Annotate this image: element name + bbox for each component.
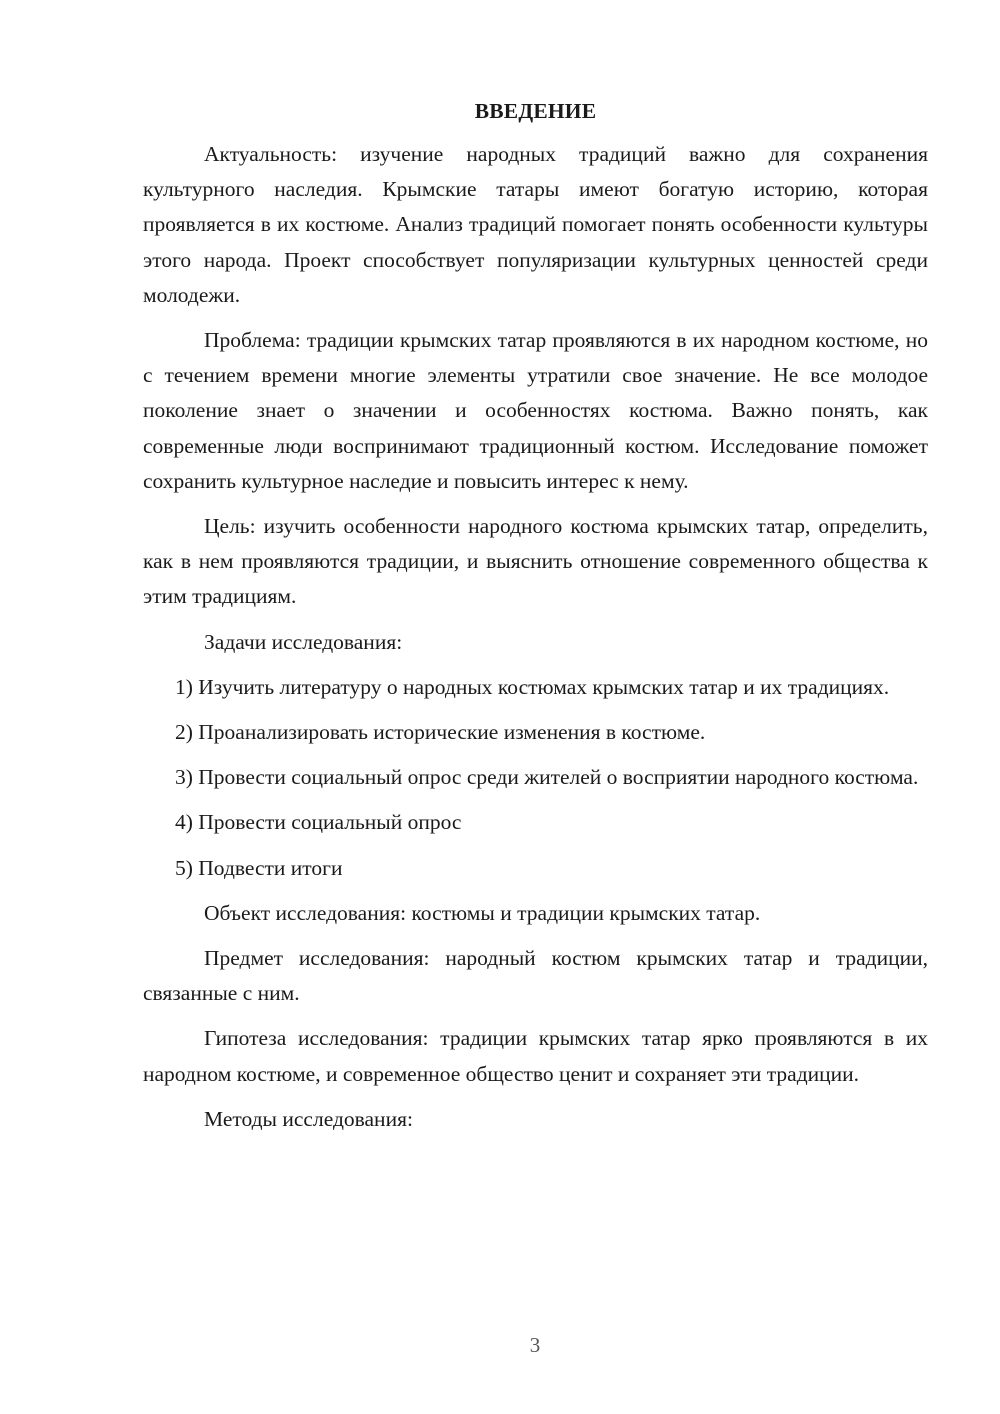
task-item-3: 3) Провести социальный опрос среди жителей о восприятии народного костюма. — [175, 765, 919, 790]
problem-paragraph: Проблема: традиции крымских татар проявляются в их народном костюме, но с течением времени многие элементы утратили свое значение. Не все молодое поколение знает о значении и особенностях костюма. Важно понять, как современные люди воспринимают традиционный костюм. Исследование поможет сохранить культурное наследие и повысить интерес к нему. — [143, 328, 928, 493]
task-item-4: 4) Провести социальный опрос — [175, 810, 462, 835]
hypothesis-paragraph: Гипотеза исследования: традиции крымских татар ярко проявляются в их народном костюме, и современное общество ценит и сохраняет эти традиции. — [143, 1026, 928, 1086]
methods-title: Методы исследования: — [204, 1106, 413, 1131]
page-content — [143, 95, 928, 1147]
task-item-5: 5) Подвести итоги — [175, 855, 343, 880]
goal-paragraph: Цель: изучить особенности народного костюма крымских татар, определить, как в нем проявляются традиции, и выяснить отношение современного общества к этим традициям. — [143, 514, 928, 609]
page-number: 3 — [529, 1333, 541, 1357]
task-item-1: 1) Изучить литературу о народных костюмах крымских татар и их традициях. — [175, 674, 890, 699]
relevance-paragraph: Актуальность: изучение народных традиций важно для сохранения культурного наследия. Крымские татары имеют богатую историю, которая проявляется в их костюме. Анализ традиций помогает понять особенности культуры этого народа. Проект способствует популяризации культурных ценностей среди молодежи. — [143, 142, 928, 307]
object-paragraph: Объект исследования: костюмы и традиции крымских татар. — [204, 900, 761, 925]
subject-paragraph: Предмет исследования: народный костюм крымских татар и традиции, связанные с ним. — [143, 946, 928, 1006]
section-heading: ВВЕДЕНИЕ — [474, 99, 597, 123]
task-item-2: 2) Проанализировать исторические изменения в костюме. — [175, 720, 706, 745]
tasks-title: Задачи исследования: — [204, 629, 403, 654]
